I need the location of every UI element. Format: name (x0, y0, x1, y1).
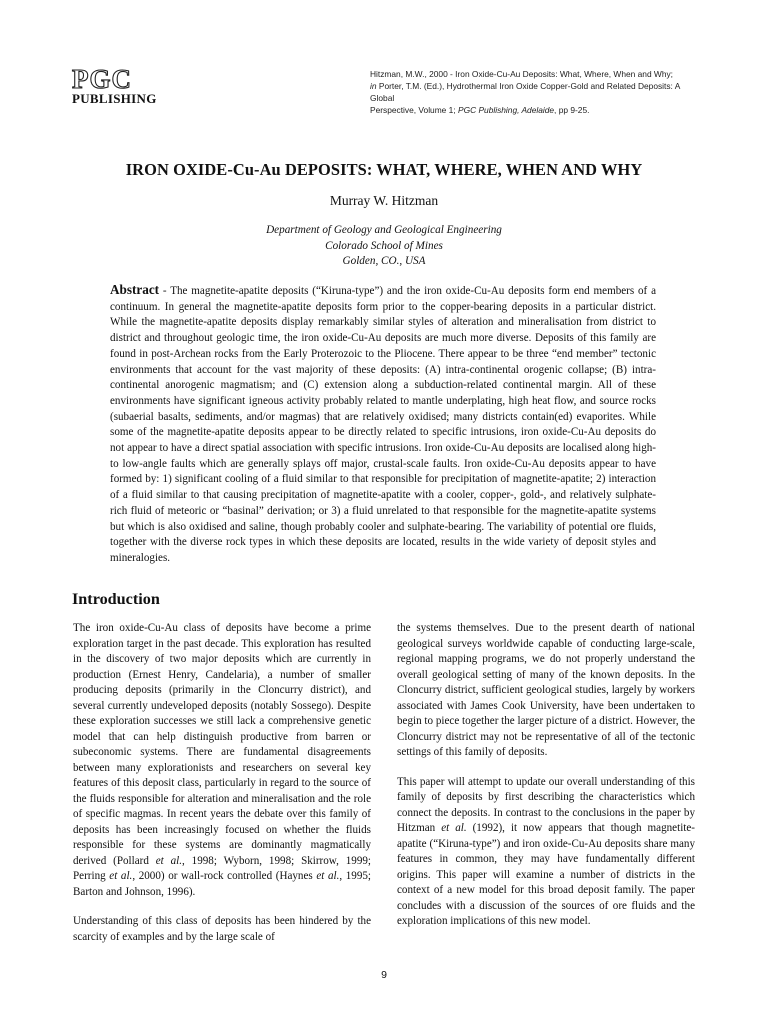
left-column (73, 621, 371, 945)
citation-in: in (370, 81, 377, 91)
text-run: , 2000) or wall-rock controlled (Haynes (132, 870, 317, 882)
pgc-logo-mark: PGC (72, 64, 132, 94)
abstract-text: - The magnetite-apatite deposits (“Kiruna-type”) and the iron oxide-Cu-Au deposits form end members of a continuum. In general the magnetite-apatite deposits form prior to the copper-bearing deposits in a particular district. While the magnetite-apatite deposits display remarkably similar styles of alteration and mineralisation from district to district and throughout geologic time, the iron oxide-Cu-Au deposits are much more diverse. Deposits of this family are found in post-Archean rocks from the Early Proterozoic to the Pliocene. There appear to be three “end member” tectonic environments that account for the vast majority of these deposits: (A) intra-continental orogenic collapse; (B) intra-continental anorogenic magmatism; and (C) extension along a subduction-related continental margin. All of these environments have significant igneous activity probably related to mantle underplating, high heat flow, and source rocks (subaerial basalts, sediments, and/or magmas) that are relatively oxidised; many districts contain(ed) evaporites. While some of the magnetite-apatite deposits appear to be directly related to specific intrusions, iron oxide-Cu-Au deposits do not appear to have a direct spatial association with specific intrusions. Iron oxide-Cu-Au deposits are localised along high- to low-angle faults which are generally splays off major, crustal-scale faults. Iron oxide-Cu-Au deposits appear to have formed by: 1) significant cooling of a fluid similar to that responsible for precipitation of magnetite-apatite; 2) interaction of a fluid similar to that causing precipitation of magnetite-apatite with a cooler, copper-, gold-, and relatively sulphate-rich fluid of meteoric or “basinal” derivation; or 3) a fluid unrelated to that responsible for the magnetite-apatite systems but which is also oxidised and saline, though probably cooler and sulphate-bearing. The variability of potential ore fluids, together with the diverse rock types in which these deposits are located, results in the wide variety of deposit styles and mineralogies. (110, 285, 656, 564)
section-heading-introduction: Introduction (72, 590, 160, 608)
citation-block (370, 68, 700, 116)
page-number: 9 (381, 969, 387, 981)
citation-line-1: Hitzman, M.W., 2000 - Iron Oxide-Cu-Au Deposits: What, Where, When and Why; (370, 69, 673, 79)
citation-volume: Perspective, Volume 1; (370, 105, 458, 115)
abstract (110, 282, 656, 567)
affiliation (0, 223, 768, 270)
intro-paragraph-3: the systems themselves. Due to the present dearth of national geological surveys worldwide capable of conducting large-scale, regional mapping programs, we do not properly understand the overall geological setting of many of the known deposits. In the Cloncurry district, sufficient geological studies, largely by workers associated with James Cook University, have been undertaken to begin to piece together the larger picture of a district. However, the Cloncurry district may not be representative of all of the tectonic settings of this family of deposits. (397, 622, 695, 758)
affiliation-school: Colorado School of Mines (325, 239, 443, 252)
intro-paragraph-1 (73, 621, 371, 900)
text-run: , 1998; Wyborn, 1998; Skirrow, 1999; Perring (73, 854, 371, 882)
text-run-italic: et al. (109, 870, 133, 882)
citation-editor: Porter, T.M. (Ed.), Hydrothermal Iron Oxide Copper-Gold and Related Deposits: A Global (370, 81, 680, 103)
publishing-wordmark: PUBLISHING (72, 91, 157, 106)
right-column (397, 621, 695, 930)
intro-paragraph-2: Understanding of this class of deposits has been hindered by the scarcity of examples and by the large scale of (73, 915, 371, 943)
intro-paragraph-4 (397, 775, 695, 930)
text-run-italic: et al. (441, 822, 467, 834)
abstract-label: Abstract (110, 282, 160, 297)
text-run-italic: et al. (316, 870, 340, 882)
text-run: (1992), it now appears that though magnetite-apatite (“Kiruna-type”) and iron oxide-Cu-Au deposits share many features in common, they may have fundamentally different origins. This paper will examine a number of districts in the context of a new model for this broad deposit family. The paper concludes with a discussion of the sources of ore fluids and the exploration implications of this new model. (397, 822, 695, 927)
text-run: , 1995; Barton and Johnson, 1996). (73, 870, 372, 898)
publisher-logo (72, 66, 172, 106)
paper-title: IRON OXIDE-Cu-Au DEPOSITS: WHAT, WHERE, WHEN AND WHY (125, 160, 643, 179)
affiliation-location: Golden, CO., USA (342, 255, 426, 267)
text-run: The iron oxide-Cu-Au class of deposits have become a prime exploration target in the past decade. This exploration has resulted in the discovery of two major deposits which are currently in production (Ernest Henry, Candelaria), a number of smaller producing deposits (primarily in the Cloncurry district), and several currently undeveloped deposits (notably Sossego). Despite these exploration successes we still lack a comprehensive genetic model that can help distinguish productive from barren or subeconomic systems. There are fundamental disagreements between many explorationists and researchers on several key features of this deposit class, particularly in regard to the source of the fluids responsible for alteration and mineralisation and the role of specific magmas. In recent years the debate over this family of deposits has been increasingly focused on whether the fluids responsible for these systems are dominantly magmatically derived (Pollard (73, 622, 371, 867)
citation-line-3 (370, 104, 700, 116)
citation-pages: , pp 9-25. (554, 105, 590, 115)
citation-publisher: PGC Publishing, Adelaide (457, 105, 555, 115)
author-name: Murray W. Hitzman (329, 193, 439, 208)
citation-line-2 (370, 80, 700, 104)
text-run-italic: et al. (155, 854, 183, 867)
affiliation-department: Department of Geology and Geological Engineering (266, 224, 502, 236)
text-run: This paper will attempt to update our overall understanding of this family of deposits by first describing the characteristics which connect the deposits. In contrast to the conclusions in the paper by Hitzman (397, 775, 695, 834)
